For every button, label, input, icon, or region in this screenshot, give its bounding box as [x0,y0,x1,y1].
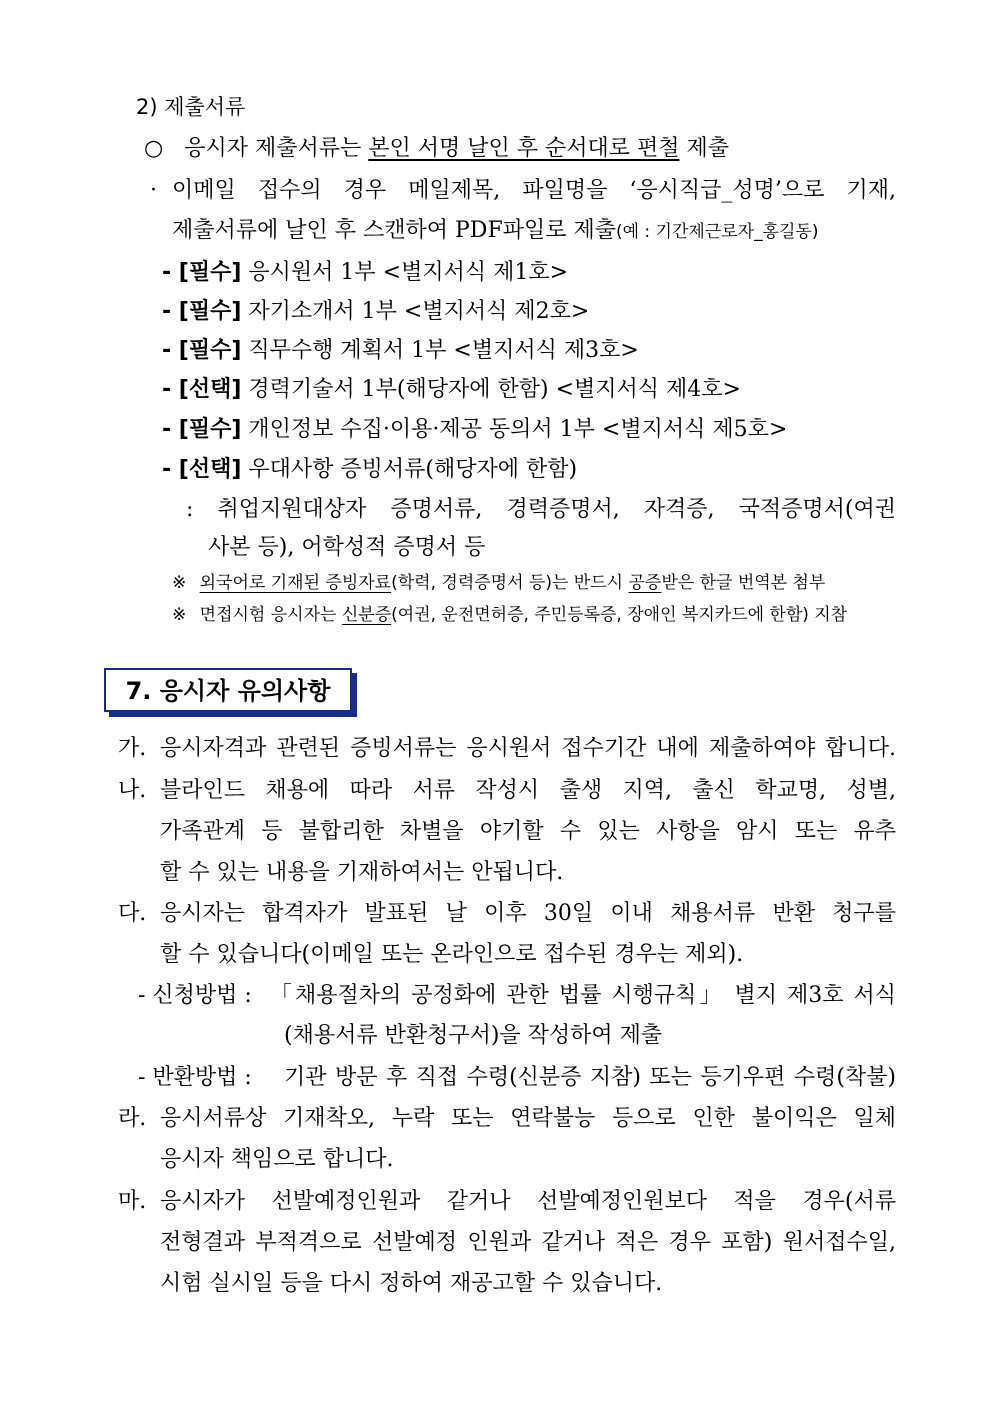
item-ma-line: 응시자가 선발예정인원과 같거나 선발예정인원보다 적을 경우(서류 [160,1189,896,1214]
item-ma-line: 전형결과 부적격으로 선발예정 인원과 같거나 적은 경우 포함) 원서접수일, [160,1230,896,1255]
document-tag: [필수] [178,417,242,442]
section-title: 7. 응시자 유의사항 [125,677,331,705]
item-ma-line: 시험 실시일 등을 다시 정하여 재공고할 수 있습니다. [160,1271,663,1296]
circle-bullet-icon: ○ [144,136,164,161]
item-da-sub1-line: (채용서류 반환청구서)을 작성하여 제출 [284,1023,663,1048]
main-bullet-underlined: 본인 서명 날인 후 순서대로 편철 [368,136,680,161]
document-tag: [필수] [178,338,242,363]
item-ra-line: 응시서류상 기재착오, 누락 또는 연락불능 등으로 인한 불이익은 일체 [160,1106,896,1131]
item-label-ga: 가. [118,736,147,761]
notice-item: ※ 외국어로 기재된 증빙자료(학력, 경력증명서 등)는 반드시 공증받은 한글 번역본 첨부 [172,573,826,593]
dot-bullet-icon: · [150,178,157,203]
email-note-text-line2: 제출서류에 날인 후 스캔하여 PDF파일로 제출 [172,218,616,243]
document-tag: [필수] [178,299,242,324]
document-item: - [선택] 경력기술서 1부(해당자에 한함) <별지서식 제4호> [162,377,741,402]
item-label-na: 나. [118,778,147,803]
main-bullet [144,134,729,164]
document-tag: [선택] [178,457,242,482]
document-item: - [필수] 응시원서 1부 <별지서식 제1호> [162,260,569,285]
sub-heading: 2) 제출서류 [136,95,246,119]
item-na-line: 가족관계 등 불합리한 차별을 야기할 수 있는 사항을 암시 또는 유추 [160,819,896,844]
preferential-detail-line1: : 취업지원대상자 증명서류, 경력증명서, 자격증, 국적증명서(여권 [186,497,896,522]
item-ra-line: 응시자 책임으로 합니다. [160,1147,394,1172]
item-da-sub2-line: 기관 방문 후 직접 수령(신분증 지참) 또는 등기우편 수령(착불) [284,1065,896,1090]
document-item: - [필수] 개인정보 수집·이용·제공 동의서 1부 <별지서식 제5호> [162,417,788,442]
item-label-ma: 마. [118,1189,147,1214]
document-text: 자기소개서 1부 <별지서식 제2호> [241,299,590,324]
document-text: 개인정보 수집·이용·제공 동의서 1부 <별지서식 제5호> [241,417,788,442]
item-da-line: 할 수 있습니다(이메일 또는 온라인으로 접수된 경우는 제외). [160,942,744,967]
item-label-da: 다. [118,901,147,926]
document-tag: [필수] [178,260,242,285]
document-item: - [필수] 직무수행 계획서 1부 <별지서식 제3호> [162,338,639,363]
main-bullet-text-pre: 응시자 제출서류는 [184,136,369,161]
email-note-example: (예 : 기간제근로자_홍길동) [615,222,819,242]
document-item: - [필수] 자기소개서 1부 <별지서식 제2호> [162,299,590,324]
document-item: - [선택] 우대사항 증빙서류(해당자에 한함) [162,457,578,482]
document-text: 우대사항 증빙서류(해당자에 한함) [241,457,578,482]
document-tag: [선택] [178,377,242,402]
item-na-line: 할 수 있는 내용을 기재하여서는 안됩니다. [160,860,564,885]
main-bullet-text-post: 제출 [679,136,729,161]
reference-mark-icon: ※ [172,605,187,625]
section-heading-box [104,668,352,712]
reference-mark-icon: ※ [172,573,187,593]
email-note-line1 [150,176,157,206]
item-label-ra: 라. [118,1106,147,1131]
email-note-text-line1: 이메일 접수의 경우 메일제목, 파일명을 ‘응시직급_성명’으로 기재, [172,178,896,203]
email-note-line2 [172,216,819,247]
document-text: 경력기술서 1부(해당자에 한함) <별지서식 제4호> [241,377,741,402]
item-da-sub1-line: 「채용절차의 공정화에 관한 법률 시행규칙」 별지 제3호 서식 [270,983,896,1008]
document-text: 응시원서 1부 <별지서식 제1호> [241,260,569,285]
notice-item: ※ 면접시험 응시자는 신분증(여권, 운전면허증, 주민등록증, 장애인 복지카드에 한함) 지참 [172,605,848,625]
item-na-line: 블라인드 채용에 따라 서류 작성시 출생 지역, 출신 학교명, 성별, [160,778,896,803]
item-da-sub2-label: - 반환방법 : [138,1065,252,1090]
document-text: 직무수행 계획서 1부 <별지서식 제3호> [241,338,639,363]
item-da-sub1-label: - 신청방법 : [138,983,252,1008]
item-ga-line: 응시자격과 관련된 증빙서류는 응시원서 접수기간 내에 제출하여야 합니다. [160,736,896,761]
preferential-detail-line2: 사본 등), 어학성적 증명서 등 [208,535,486,560]
item-da-line: 응시자는 합격자가 발표된 날 이후 30일 이내 채용서류 반환 청구를 [160,901,896,926]
